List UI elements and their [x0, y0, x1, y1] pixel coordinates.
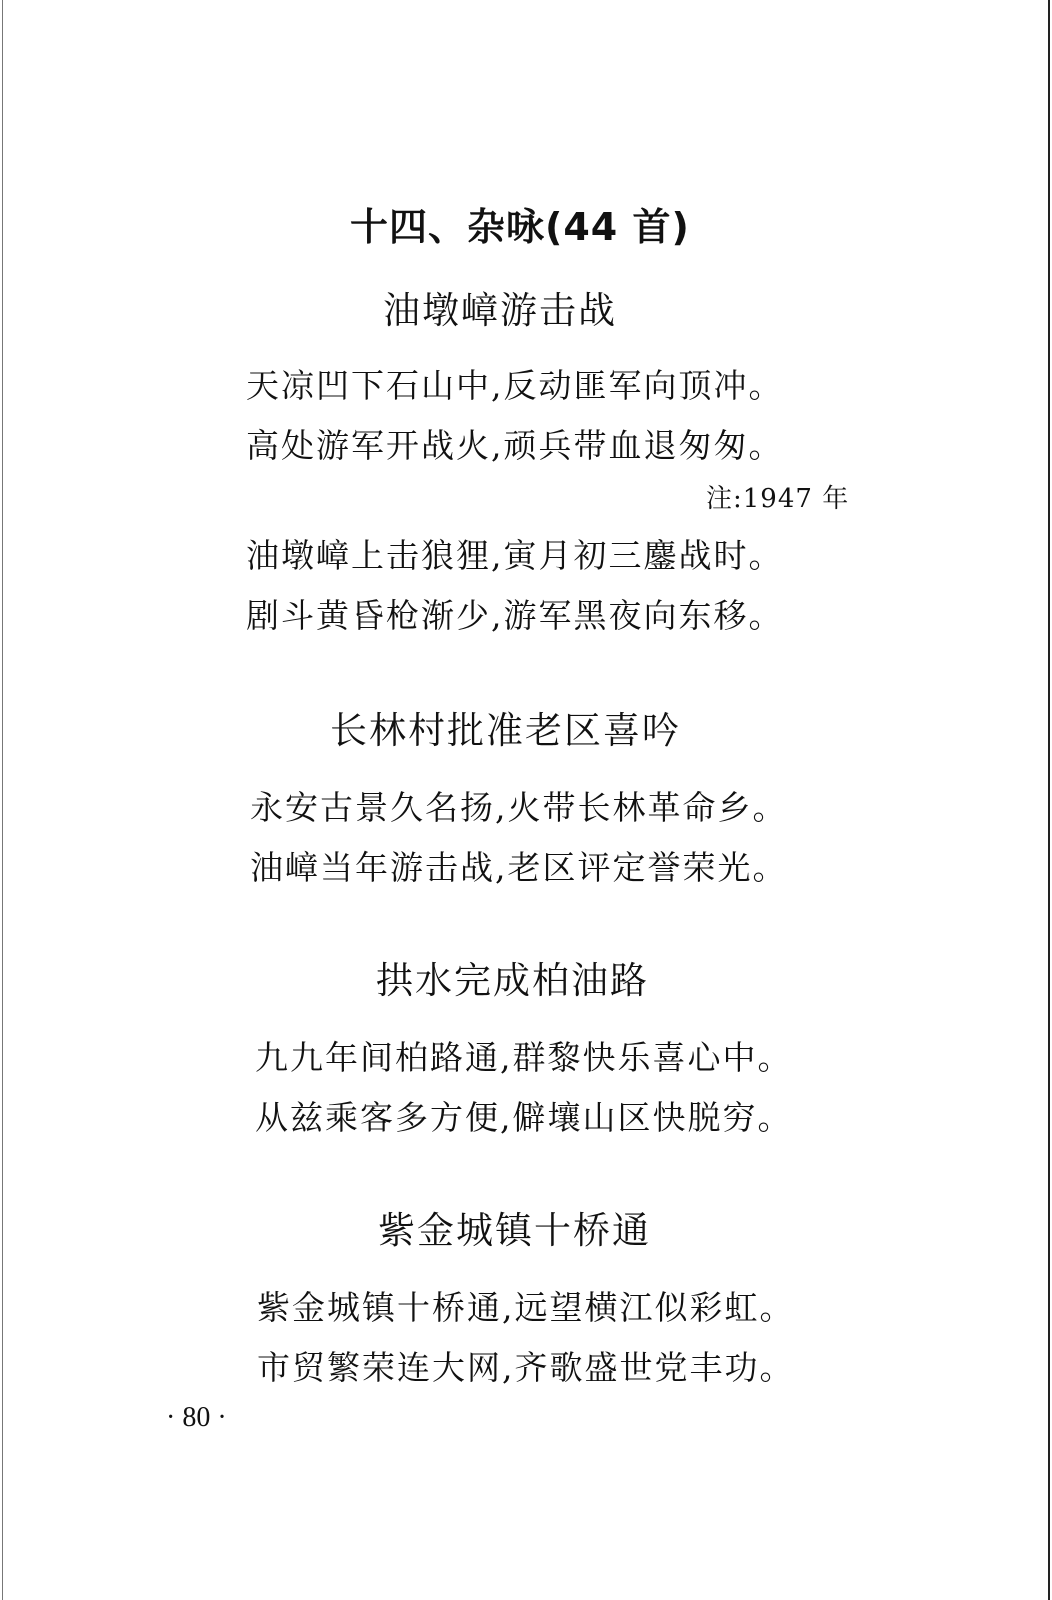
- poem-title-1: 油墩嶂游击战: [383, 289, 617, 332]
- poem-1-note: 注:1947 年: [706, 484, 850, 514]
- poem-4-line-2: 市贸繁荣连大网,齐歌盛世党丰功。: [257, 1348, 795, 1387]
- poem-1-line-1: 天凉凹下石山中,反动匪军向顶冲。: [246, 366, 784, 405]
- page-number: · 80 ·: [166, 1402, 227, 1433]
- poem-1-line-2: 高处游军开战火,顽兵带血退匆匆。: [246, 426, 784, 465]
- poem-title-2: 长林村批准老区喜吟: [330, 709, 681, 752]
- poem-4-line-1: 紫金城镇十桥通,远望横江似彩虹。: [257, 1288, 795, 1327]
- poem-1-line-4: 剧斗黄昏枪渐少,游军黑夜向东移。: [246, 596, 784, 635]
- poem-3-line-2: 从兹乘客多方便,僻壤山区快脱穷。: [255, 1098, 793, 1137]
- section-title: 十四、杂咏(44 首): [350, 205, 690, 249]
- page-edge-right: [1048, 0, 1050, 1600]
- poem-2-line-2: 油嶂当年游击战,老区评定誉荣光。: [250, 848, 788, 887]
- poem-2-line-1: 永安古景久名扬,火带长林革命乡。: [250, 788, 788, 827]
- poem-title-3: 拱水完成柏油路: [376, 959, 649, 1002]
- page-edge-left: [2, 0, 3, 1600]
- poem-1-line-3: 油墩嶂上击狼狸,寅月初三鏖战时。: [246, 536, 784, 575]
- poem-3-line-1: 九九年间柏路通,群黎快乐喜心中。: [255, 1038, 793, 1077]
- poem-title-4: 紫金城镇十桥通: [378, 1209, 651, 1252]
